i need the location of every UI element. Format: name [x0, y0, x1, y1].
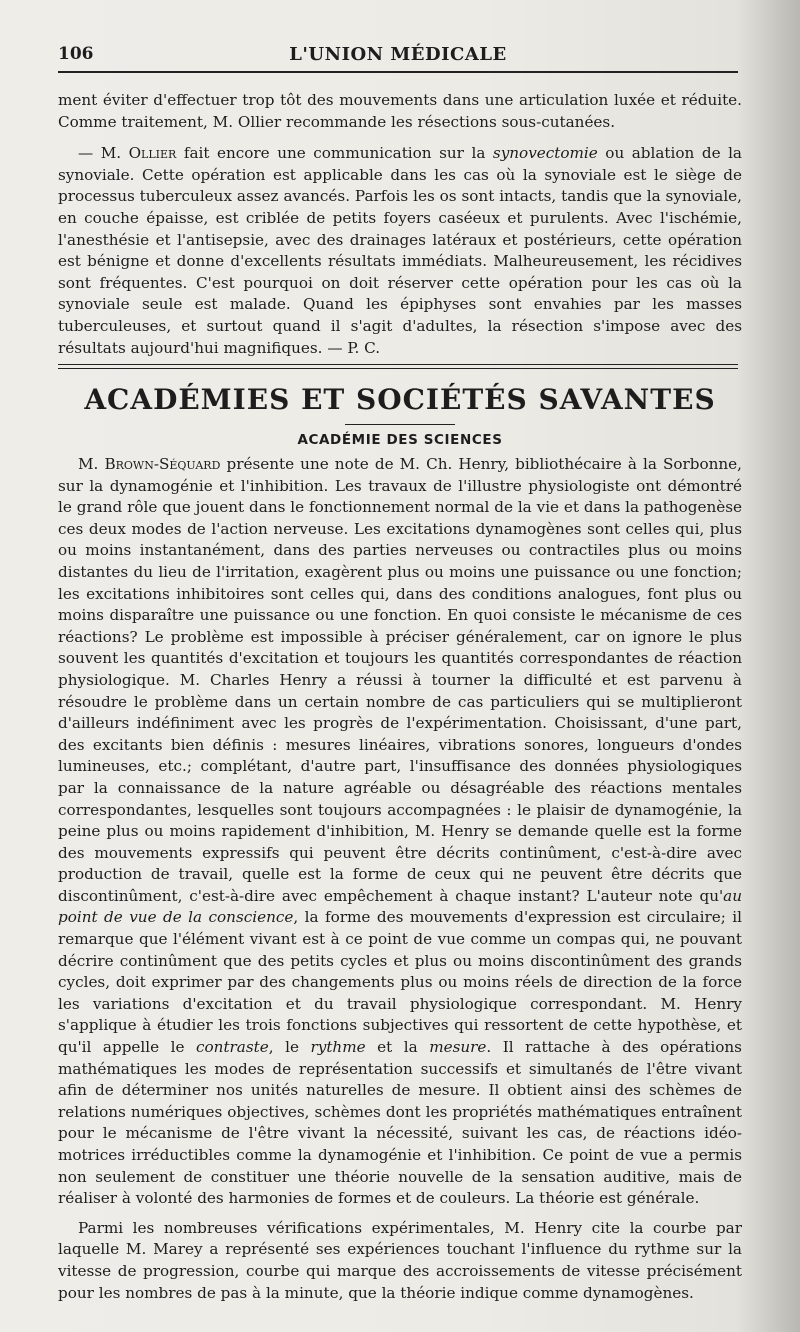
- article-paragraph-2: Parmi les nombreuses vérifications expérimentales, M. Henry cite la courbe par laquelle M. Marey a représenté ses expériences touchant l'influence du rythme sur la vitesse de progression, courbe qui marque des accroissements de vitesse précisément pour les nombres de pas à la minute, que la théorie indique comme dynamogènes.: [58, 1218, 742, 1302]
- journal-title: L'UNION MÉDICALE: [289, 44, 507, 65]
- section-title: ACADÉMIES ET SOCIÉTÉS SAVANTES: [84, 383, 716, 416]
- article-text-d: et la: [365, 1038, 430, 1057]
- italic-rythme: rythme: [310, 1038, 366, 1057]
- intro-text-rest: ou ablation de la synoviale. Cette opération est applicable dans les cas où la synoviale est le siège de processus tuberculeux assez avancés. Parfois les os sont intacts, tandis que la synoviale, en couche épaisse, est criblée de petits foyers caséeux et purulents. Avec l'ischémie, l'anesthésie et l'antisepsie, avec des drainages latéraux et postérieurs, cette opération est bénigne et donne d'excellents résultats immédiats. Malheureusement, les récidives sont fréquentes. C'est pourquoi on doit réserver cette opération pour les cas où la synoviale seule est malade. Quand les épiphyses sont envahies par les masses tuberculeuses, et surtout quand il s'agit d'adultes, la résection s'impose avec des résultats aujourd'hui magnifiques. — P. C.: [58, 144, 742, 357]
- author-name: Ollier: [128, 144, 177, 163]
- intro-text-mid: fait encore une communication sur la: [176, 144, 493, 163]
- header-rule: [58, 71, 738, 73]
- page-header: [58, 40, 738, 70]
- article-text-c: , le: [268, 1038, 311, 1057]
- italic-contraste: contraste: [196, 1038, 269, 1057]
- italic-phrase-conscience: au point de vue de la conscience: [58, 886, 742, 927]
- title-underline: [345, 424, 455, 425]
- section-rule-top: [58, 364, 738, 365]
- m-prefix: M.: [78, 455, 105, 473]
- article-paragraph-1: [58, 454, 742, 1210]
- dash-prefix: — M.: [78, 144, 129, 163]
- article-text-a: présente une note de M. Ch. Henry, bibliothécaire à la Sorbonne, sur la dynamogénie et l'inhibition. Les travaux de l'illustre physiologiste ont démontré le grand rôle que jouent dans le fonctionnement normal de la vie et dans la pathogenèse ces deux modes de l'action nerveuse. Les excitations dynamogènes sont celles qui, plus ou moins instantanément, dans des parties nerveuses ou contractiles plus ou moins distantes du lieu de l'irritation, exagèrent plus ou moins une puissance ou une fonction; les excitations inhibitoires sont celles qui, dans des conditions analogues, font plus ou moins disparaître une puissance ou une fonction. En quoi consiste le mécanisme de ces réactions? Le problème est impossible à préciser généralement, car on ignore le plus souvent les quantités d'excitation et toujours les quantités correspondantes de réaction physiologique. M. Charles Henry a réussi à tourner la difficulté et est parvenu à résoudre le problème dans un certain nombre de cas particuliers qui se multiplieront d'ailleurs indéfiniment avec les progrès de l'expérimentation. Choisissant, d'une part, des excitants bien définis : mesures linéaires, vibrations sonores, longueurs d'ondes lumineuses, etc.; complétant, d'autre part, l'insuffisance des données physiologiques par la connaissance de la nature agréable ou désagréable des réactions mentales correspondantes, lesquelles sont toujours accompagnées : le plaisir de dynamogénie, la peine plus ou moins rapidement d'inhibition, M. Henry se demande quelle est la forme des mouvements expressifs qui peuvent être décrits continûment, c'est-à-dire avec production de travail, quelle est la forme de ceux qui ne peuvent être décrits que discontinûment, c'est-à-dire avec empêchement à chaque instant? L'auteur note qu': [58, 455, 742, 905]
- article-text-b: , la forme des mouvements d'expression est circulaire; il remarque que l'élément vivant est à ce point de vue comme un compas qui, ne pouvant décrire continûment que des petits cycles et plus ou moins discontinûment des grands cycles, doit exprimer par des changements plus ou moins réels de direction de la force les variations d'excitation et du travail physiologique correspondant. M. Henry s'applique à étudier les trois fonctions subjectives qui ressortent de cette hypothèse, et qu'il appelle le: [58, 908, 742, 1057]
- intro-text: [58, 90, 742, 359]
- intro-paragraph-1: ment éviter d'effectuer trop tôt des mouvements dans une articulation luxée et réduite. Comme traitement, M. Ollier recommande les résections sous-cutanées.: [58, 91, 742, 131]
- article-text-e: . Il rattache à des opérations mathématiques les modes de représentation successifs et simultanés de l'être vivant afin de déterminer nos unités naturelles de mesure. Il obtient ainsi des schèmes de relations numériques objectives, schèmes dont les propriétés mathématiques entraînent pour le mécanisme de l'être vivant la nécessité, suivant les cas, de réactions idéo-motrices irréductibles comme la dynamogénie et l'inhibition. Ce point de vue a permis non seulement de constituer une théorie nouvelle de la sensation auditive, mais de réaliser à volonté des harmonies de formes et de couleurs. La théorie est générale.: [58, 1038, 742, 1208]
- intro-paragraph-2: [58, 143, 742, 359]
- presenter-name: Brown-Séquard: [104, 455, 221, 473]
- article-text: [58, 454, 742, 1304]
- section-subtitle: ACADÉMIE DES SCIENCES: [297, 432, 503, 448]
- section-rule-bottom: [58, 368, 738, 369]
- italic-mesure: mesure: [429, 1038, 487, 1057]
- page-number: 106: [58, 44, 94, 64]
- term-synovectomie: synovectomie: [492, 144, 598, 163]
